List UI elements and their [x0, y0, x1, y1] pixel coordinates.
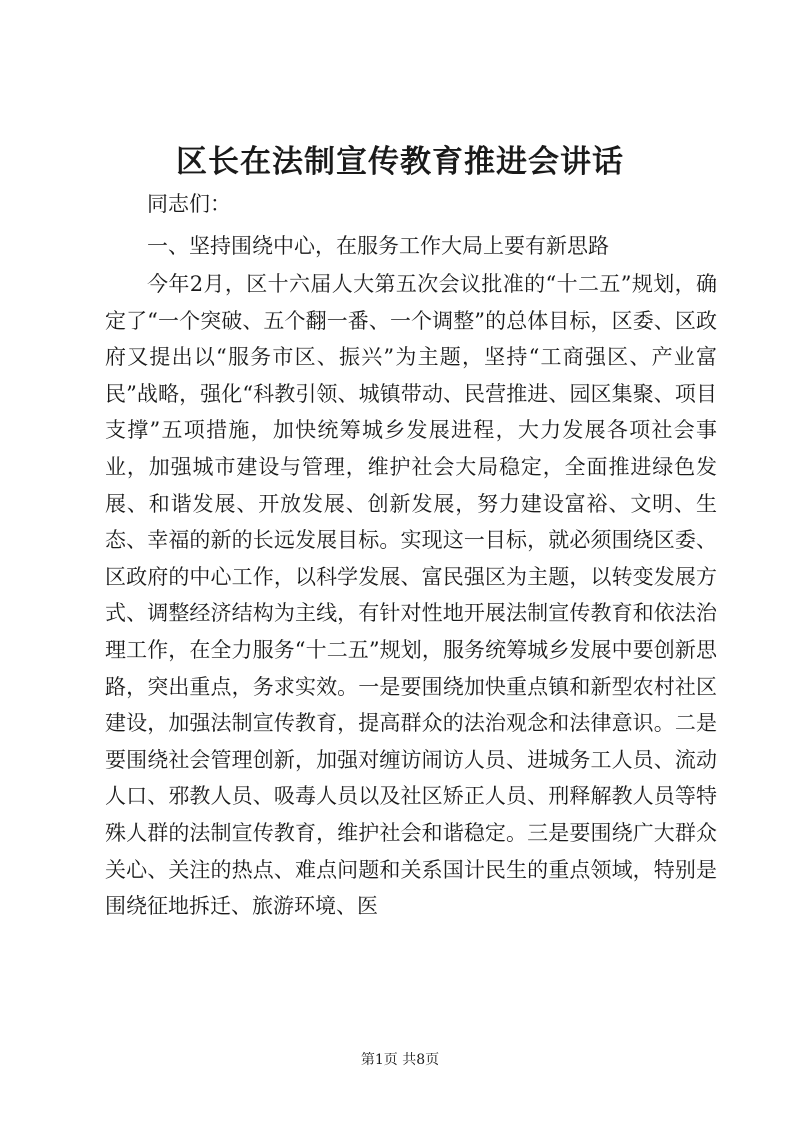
- section-heading: 一、坚持围绕中心，在服务工作大局上要有新思路: [147, 234, 609, 258]
- greeting-text: 同志们：: [147, 192, 231, 216]
- body-paragraph: 今年2月，区十六届人大第五次会议批准的“十二五”规划，确定了“一个突破、五个翻一番、一个调整”的总体目标，区委、区政府又提出以“服务市区、振兴”为主题，坚持“工商强区、产业富民”战略，强化“科教引领、城镇带动、民营推进、园区集聚、项目支撑”五项措施，加快统筹城乡发展进程，大力发展各项社会事业，加强城市建设与管理，维护社会大局稳定，全面推进绿色发展、和谐发展、开放发展、创新发展，努力建设富裕、文明、生态、幸福的新的长远发展目标。实现这一目标，就必须围绕区委、区政府的中心工作，以科学发展、富民强区为主题，以转变发展方式、调整经济结构为主线，有针对性地开展法制宣传教育和依法治理工作，在全力服务“十二五”规划，服务统筹城乡发展中要创新思路，突出重点，务求实效。一是要围绕加快重点镇和新型农村社区建设，加强法制宣传教育，提高群众的法治观念和法律意识。二是要围绕社会管理创新，加强对缠访闹访人员、进城务工人员、流动人口、邪教人员、吸毒人员以及社区矫正人员、刑释解教人员等特殊人群的法制宣传教育，维护社会和谐稳定。三是要围绕广大群众关心、关注的热点、难点问题和关系国计民生的重点领域，特别是围绕征地拆迁、旅游环境、医: [105, 272, 717, 919]
- document-title: 区长在法制宣传教育推进会讲话: [176, 144, 624, 180]
- page-footer: 第1页 共8页: [360, 1052, 440, 1068]
